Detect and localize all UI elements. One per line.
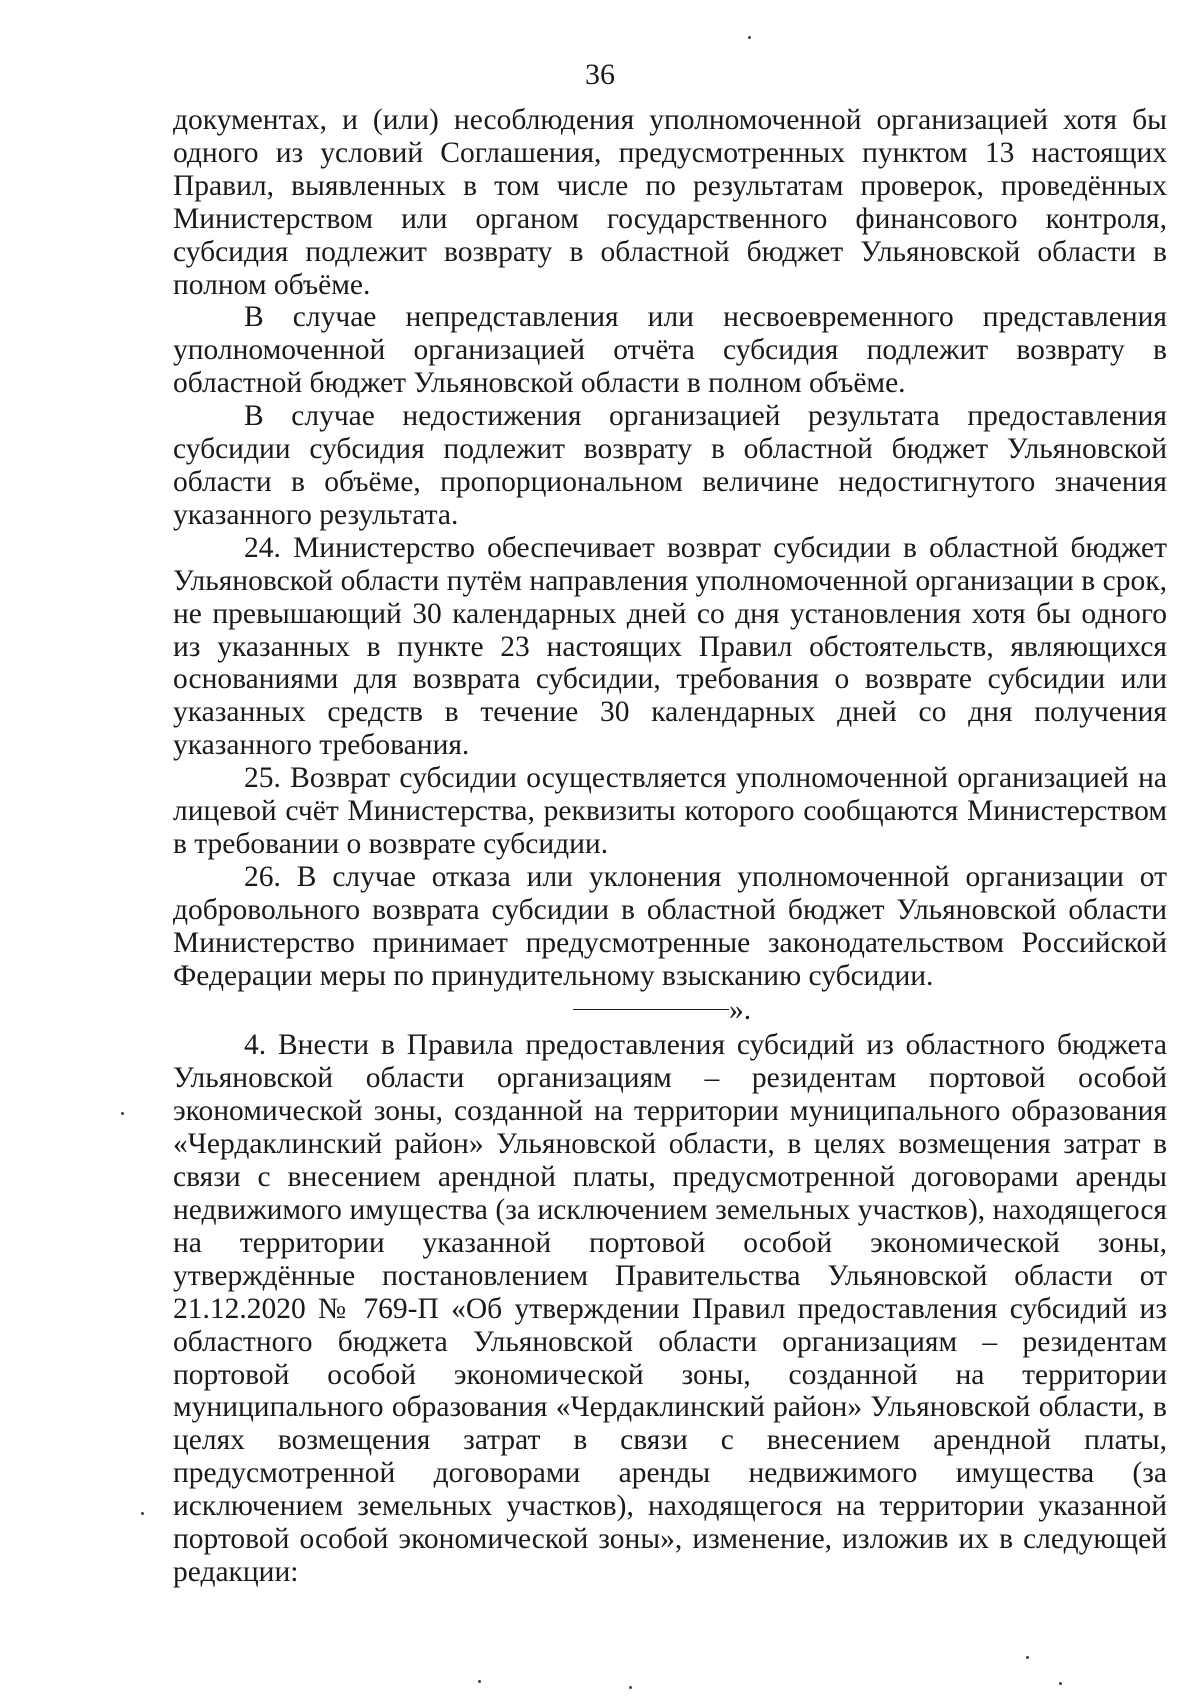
separator-line (573, 1009, 729, 1010)
page-number: 36 (585, 58, 615, 91)
paragraph-result-not-achieved: В случае недостижения организацией результата предоставления субсидии субсидия подлежит возврату в областной бюджет Ульяновской области в объёме, пропорциональном величине недостигнутого значения указанного результата. (173, 400, 1167, 531)
scan-speck (478, 1680, 481, 1683)
paragraph-item-26: 26. В случае отказа или уклонения уполномоченной организации от добровольного возврата субсидии в областной бюджет Ульяновской области Министерство принимает предусмотренные законодательством Российской Федерации меры по принудительному взысканию субсидии. (173, 860, 1167, 992)
paragraph-nonsubmission-report: В случае непредставления или несвоевременного представления уполномоченной организацией отчёта субсидия подлежит возврату в областной бюджет Ульяновской области в полном объёме. (173, 301, 1167, 400)
paragraph-item-24: 24. Министерство обеспечивает возврат субсидии в областной бюджет Ульяновской области путём направления уполномоченной организации в срок, не превышающий 30 календарных дней со дня установления хотя бы одного из указанных в пункте 23 настоящих Правил обстоятельств, являющихся основаниями для возврата субсидии, требования о возврате субсидии или указанных средств в течение 30 календарных дней со дня получения указанного требования. (173, 531, 1167, 762)
paragraph-continuation: документах, и (или) несоблюдения уполномоченной организацией хотя бы одного из условий Соглашения, предусмотренных пунктом 13 настоящих Правил, выявленных в том числе по результатам проверок, проведённых Министерством или органом государственного финансового контроля, субсидия подлежит возврату в областной бюджет Ульяновской области в полном объёме. (173, 104, 1167, 301)
closing-quote: ». (729, 994, 752, 1027)
scan-speck (748, 36, 751, 39)
scan-speck (1059, 1682, 1062, 1685)
scan-speck (629, 1686, 632, 1689)
scan-speck (1026, 1656, 1029, 1659)
paragraph-item-4: 4. Внести в Правила предоставления субсидий из областного бюджета Ульяновской области организациям – резидентам портовой особой экономической зоны, созданной на территории муниципального образования «Чердаклинский район» Ульяновской области, в целях возмещения затрат в связи с внесением арендной платы, предусмотренной договорами аренды недвижимого имущества (за исключением земельных участков), находящегося на территории указанной портовой особой экономической зоны, утверждённые постановлением Правительства Ульяновской области от 21.12.2020 № 769-П «Об утверждении Правил предоставления субсидий из областного бюджета Ульяновской области организациям – резидентам портовой особой экономической зоны, созданной на территории муниципального образования «Чердаклинский район» Ульяновской области, в целях возмещения затрат в связи с внесением арендной платы, предусмотренной договорами аренды недвижимого имущества (за исключением земельных участков), находящегося на территории указанной портовой особой экономической зоны», изменение, изложив их в следующей редакции: (173, 1029, 1167, 1588)
scan-speck (141, 1512, 144, 1515)
document-body (173, 104, 1167, 1589)
scan-speck (121, 1112, 124, 1115)
paragraph-item-25: 25. Возврат субсидии осуществляется уполномоченной организацией на лицевой счёт Министерства, реквизиты которого сообщаются Министерством в требовании о возврате субсидии. (173, 762, 1167, 860)
closing-separator (173, 994, 1167, 1027)
